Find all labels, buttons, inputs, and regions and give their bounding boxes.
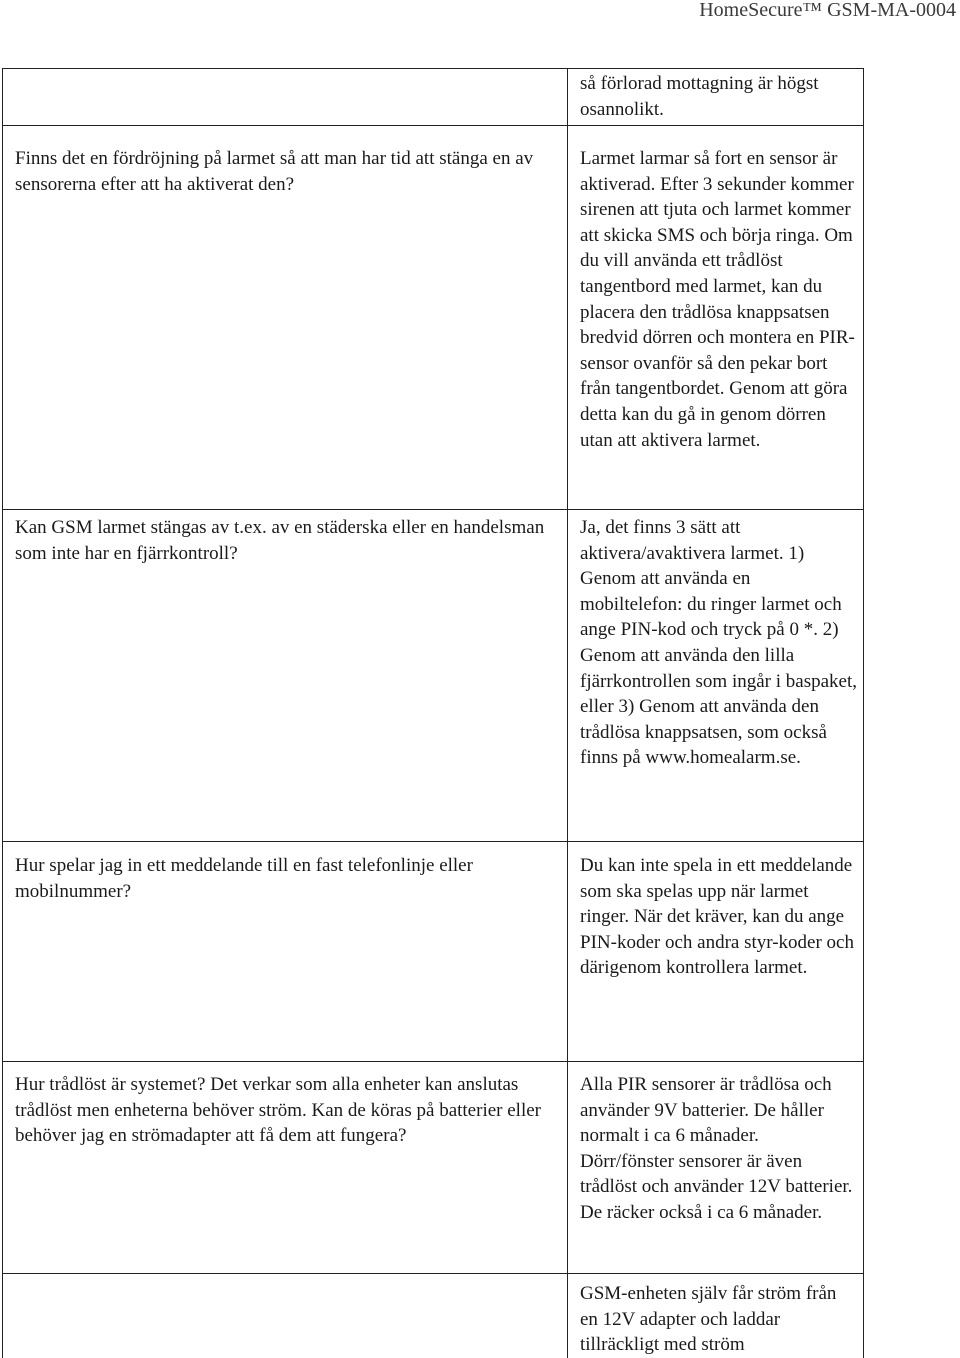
- table-row: [3, 1274, 864, 1358]
- question-cell: [3, 1274, 568, 1358]
- answer-cell: [568, 510, 864, 842]
- question-cell: [3, 842, 568, 1062]
- faq-table: [2, 68, 864, 1358]
- question-cell: [3, 126, 568, 510]
- answer-cell: [568, 126, 864, 510]
- answer-text: Ja, det finns 3 sätt att aktivera/avaktivera larmet. 1) Genom att använda en mobiltelefon: du ringer larmet och ange PIN-kod och tryck på 0 *. 2) Genom att använda den lilla fjärrkontrollen som ingår i baspaket, eller 3) Genom att använda den trådlösa knappsatsen, som också finns på www.homealarm.se.: [580, 517, 858, 769]
- question-text: Finns det en fördröjning på larmet så att man har tid att stänga en av sensorerna efter att ha aktiverat den?: [15, 148, 534, 195]
- question-cell: [3, 510, 568, 842]
- answer-cell: [568, 1062, 864, 1274]
- question-text: Hur spelar jag in ett meddelande till en fast telefonlinje eller mobilnummer?: [15, 855, 473, 902]
- table-row: [3, 510, 864, 842]
- answer-cell: [568, 1274, 864, 1358]
- question-cell: [3, 69, 568, 126]
- page-header: HomeSecure™ GSM-MA-0004: [699, 0, 956, 21]
- answer-cell: [568, 842, 864, 1062]
- answer-text: Du kan inte spela in ett meddelande som ska spelas upp när larmet ringer. När det kräver, kan du ange PIN-koder och andra styr-koder och därigenom kontrollera larmet.: [580, 855, 854, 979]
- question-cell: [3, 1062, 568, 1274]
- question-text: Kan GSM larmet stängas av t.ex. av en städerska eller en handelsman som inte har en fjärrkontroll?: [15, 517, 545, 564]
- answer-cell: [568, 69, 864, 126]
- table-row: [3, 842, 864, 1062]
- question-text: Hur trådlöst är systemet? Det verkar som alla enheter kan anslutas trådlöst men enheterna behöver ström. Kan de köras på batterier eller behöver jag en strömadapter att få dem att fungera?: [15, 1074, 541, 1147]
- answer-text: så förlorad mottagning är högst osannolikt.: [580, 73, 819, 120]
- table-row: [3, 69, 864, 126]
- answer-text: GSM-enheten själv får ström från en 12V adapter och laddar tillräckligt med ström: [580, 1283, 837, 1356]
- table-row: [3, 126, 864, 510]
- answer-text: Larmet larmar så fort en sensor är aktiverad. Efter 3 sekunder kommer sirenen att tjuta och larmet kommer att skicka SMS och börja ringa. Om du vill använda ett trådlöst tangentbord med larmet, kan du placera den trådlösa knappsatsen bredvid dörren och montera en PIR-sensor ovanför så den pekar bort från tangentbordet. Genom att göra detta kan du gå in genom dörren utan att aktivera larmet.: [580, 148, 855, 451]
- answer-text: Alla PIR sensorer är trådlösa och använder 9V batterier. De håller normalt i ca 6 månader. Dörr/fönster sensorer är även trådlöst och använder 12V batterier. De räcker också i ca 6 månader.: [580, 1074, 853, 1223]
- table-row: [3, 1062, 864, 1274]
